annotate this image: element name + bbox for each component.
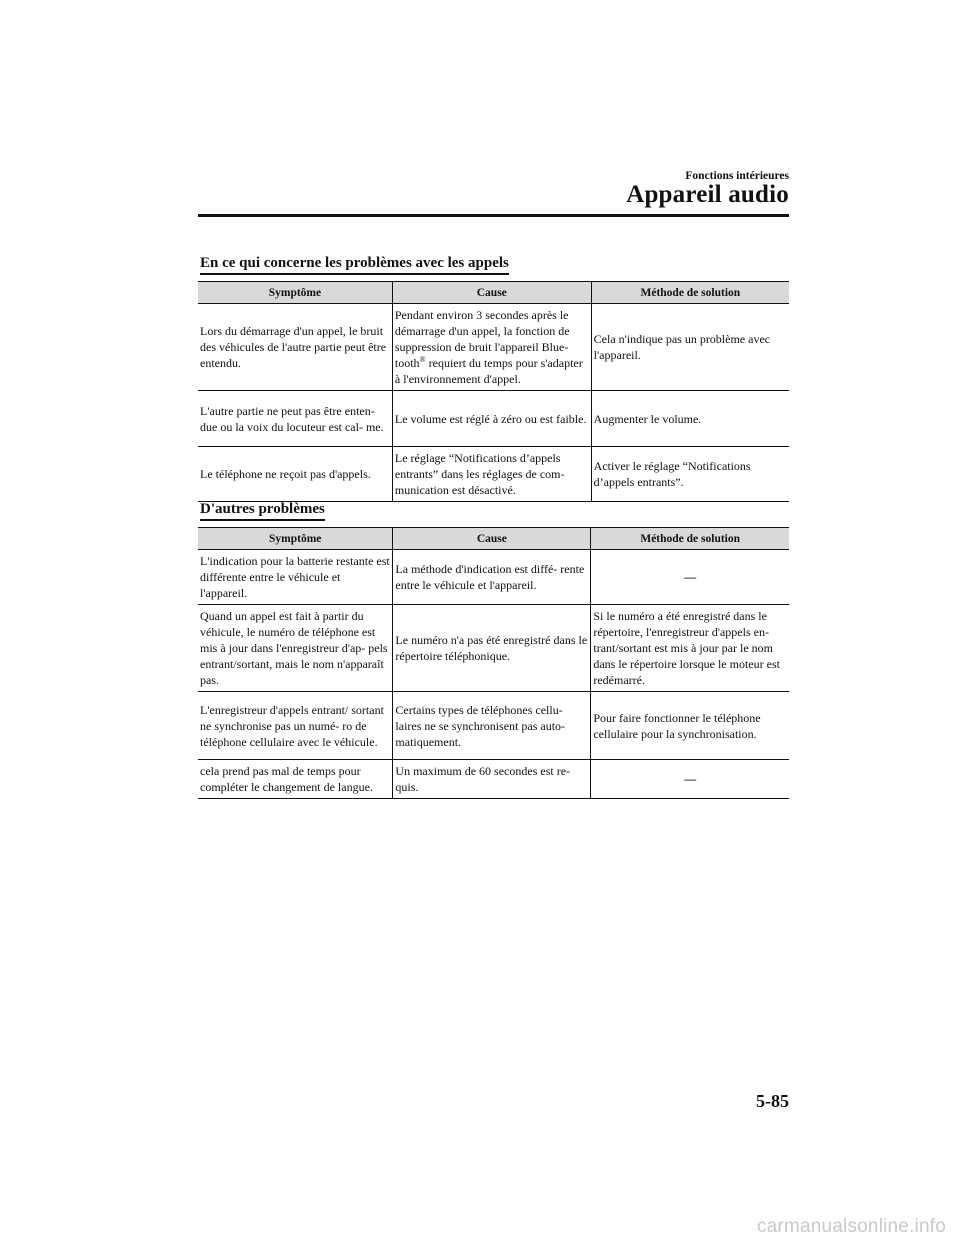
other-problems-heading: D'autres problèmes (200, 500, 325, 521)
symptom-cell: L'autre partie ne peut pas être enten- due ou la voix du locuteur est cal- me. (198, 391, 392, 447)
symptom-cell: Quand un appel est fait à partir du véhicule, le numéro de téléphone est mis à jour dans l'enregistreur d'ap- pels entrant/sortant, mais le nom n'apparaît pas. (198, 605, 393, 692)
cause-text-continued: requiert du temps pour s'adapter à l'environnement d'appel. (394, 356, 583, 386)
table-row (198, 391, 789, 447)
other-problems-table (198, 527, 789, 799)
solution-cell: Activer le réglage “Notifications d’appels entrants”. (591, 447, 789, 502)
table-row (198, 605, 789, 692)
symptom-cell: Le téléphone ne reçoit pas d'appels. (198, 447, 392, 502)
solution-cell: Augmenter le volume. (591, 391, 789, 447)
solution-cell: Cela n'indique pas un problème avec l'appareil. (591, 304, 789, 391)
section-label: Fonctions intérieures (685, 170, 789, 182)
chapter-title: Appareil audio (626, 181, 789, 208)
cause-cell: Le numéro n'a pas été enregistré dans le répertoire téléphonique. (393, 605, 591, 692)
symptom-cell: L'enregistreur d'appels entrant/ sortant ne synchronise pas un numé- ro de téléphone cellulaire avec le véhicule. (198, 692, 393, 760)
symptom-cell: cela prend pas mal de temps pour compléter le changement de langue. (198, 760, 393, 799)
cause-cell: Certains types de téléphones cellu- laires ne se synchronisent pas auto- matiquement. (393, 692, 591, 760)
table-row (198, 550, 789, 605)
symptom-cell: L'indication pour la batterie restante est différente entre le véhicule et l'appareil. (198, 550, 393, 605)
watermark: carmanualsonline.info (756, 1216, 946, 1237)
table-row (198, 447, 789, 502)
registered-mark: ® (419, 355, 426, 364)
cause-cell: La méthode d'indication est diffé- rente entre le véhicule et l'appareil. (393, 550, 591, 605)
solution-cell: Pour faire fonctionner le téléphone cellulaire pour la synchronisation. (591, 692, 789, 760)
table-header-row (198, 282, 789, 304)
header-rule (198, 214, 789, 217)
column-header-solution: Méthode de solution (591, 528, 789, 550)
column-header-solution: Méthode de solution (591, 282, 789, 304)
table-row (198, 760, 789, 799)
table-header-row (198, 528, 789, 550)
table-row (198, 304, 789, 391)
column-header-symptom: Symptôme (198, 528, 393, 550)
table-row (198, 692, 789, 760)
cause-cell: Le volume est réglé à zéro ou est faible. (392, 391, 591, 447)
cause-cell (392, 304, 591, 391)
column-header-cause: Cause (392, 282, 591, 304)
cause-cell: Un maximum de 60 secondes est re- quis. (393, 760, 591, 799)
cause-cell: Le réglage “Notifications d’appels entrants” dans les réglages de com- munication est désactivé. (392, 447, 591, 502)
solution-cell: — (591, 760, 789, 799)
solution-cell: Si le numéro a été enregistré dans le répertoire, l'enregistreur d'appels en- trant/sortant est mis à jour par le nom dans le répertoire lorsque le moteur est redémarré. (591, 605, 789, 692)
calls-heading: En ce qui concerne les problèmes avec les appels (200, 254, 509, 275)
cause-text: Pendant environ 3 secondes après le démarrage d'un appel, la fonction de suppression de bruit l'appareil Blue- tooth (394, 308, 570, 370)
symptom-cell: Lors du démarrage d'un appel, le bruit des véhicules de l'autre partie peut être entendu. (198, 304, 392, 391)
solution-cell: — (591, 550, 789, 605)
column-header-cause: Cause (393, 528, 591, 550)
calls-table (198, 281, 789, 502)
page-number: 5-85 (756, 1091, 789, 1111)
column-header-symptom: Symptôme (198, 282, 392, 304)
